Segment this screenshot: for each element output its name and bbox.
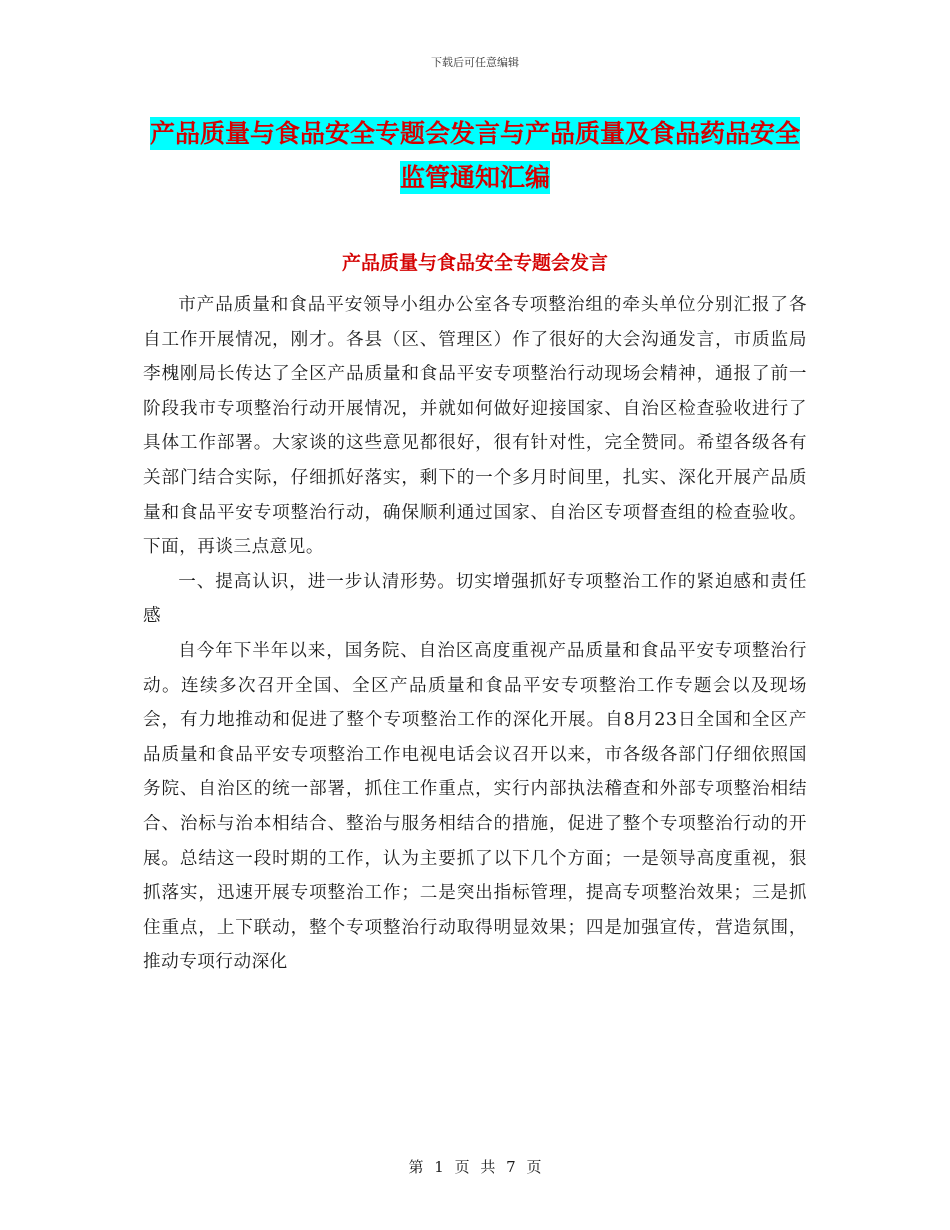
paragraph-intro: 市产品质量和食品平安领导小组办公室各专项整治组的牵头单位分别汇报了各自工作开展情况，刚才。各县（区、管理区）作了很好的大会沟通发言，市质监局李槐刚局长传达了全区产品质量和食品平安专项整治行动现场会精神，通报了前一阶段我市专项整治行动开展情况，并就如何做好迎接国家、自治区检查验收进行了具体工作部署。大家谈的这些意见都很好，很有针对性，完全赞同。希望各级各有关部门结合实际，仔细抓好落实，剩下的一个多月时间里，扎实、深化开展产品质量和食品平安专项整治行动，确保顺利通过国家、自治区专项督查组的检查验收。下面，再谈三点意见。 [143,295,807,558]
document-title-text: 产品质量与食品安全专题会发言与产品质量及食品药品安全监管通知汇编 [150,119,801,192]
paragraph-body: 自今年下半年以来，国务院、自治区高度重视产品质量和食品平安专项整治行动。连续多次召开全国、全区产品质量和食品平安专项整治工作专题会以及现场会，有力地推动和促进了整个专项整治工作的深化开展。自8月23日全国和全区产品质量和食品平安专项整治工作电视电话会议召开以来，市各级各部门仔细依照国务院、自治区的统一部署，抓住工作重点，实行内部执法稽查和外部专项整治相结合、治标与治本相结合、整治与服务相结合的措施，促进了整个专项整治行动的开展。总结这一段时期的工作，认为主要抓了以下几个方面；一是领导高度重视，狠抓落实，迅速开展专项整治工作；二是突出指标管理，提高专项整治效果；三是抓住重点，上下联动，整个专项整治行动取得明显效果；四是加强宣传，营造氛围，推动专项行动深化 [143,640,807,973]
document-title [150,112,800,200]
header-note: 下载后可任意编辑 [431,56,519,69]
paragraph-heading-one: 一、提高认识，进一步认清形势。切实增强抓好专项整治工作的紧迫感和责任感 [143,571,807,627]
body-text [143,288,807,980]
section-title: 产品质量与食品安全专题会发言 [341,252,608,274]
page-number: 第 1 页 共 7 页 [408,1158,542,1176]
